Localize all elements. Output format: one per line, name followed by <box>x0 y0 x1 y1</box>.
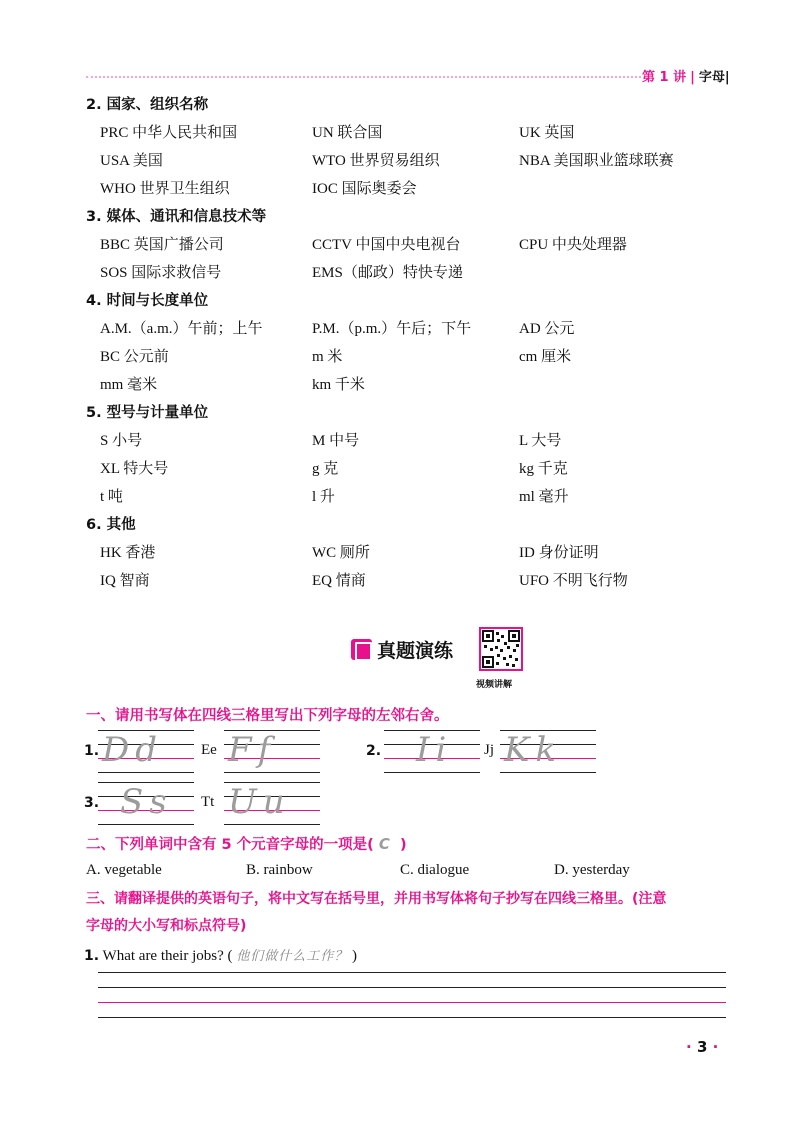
qr-code-pattern <box>481 629 521 669</box>
vocab-item: WTO 世界贸易组织 <box>312 153 440 169</box>
four-line-grid[interactable] <box>98 782 194 824</box>
vocab-item: mm 毫米 <box>100 377 158 393</box>
handwritten-letter: Ff <box>228 730 277 770</box>
vocab-item: WC 厕所 <box>312 545 370 561</box>
section-title: 4. 时间与长度单位 <box>86 293 209 309</box>
question-2-prompt: 二、下列单词中含有 5 个元音字母的一项是( <box>86 837 374 853</box>
section-title: 5. 型号与计量单位 <box>86 405 209 421</box>
vocab-item: m 米 <box>312 349 343 365</box>
four-line-grid[interactable] <box>384 730 480 772</box>
practice-banner <box>351 636 453 663</box>
page-number-value: 3 <box>696 1038 708 1056</box>
vocab-item: WHO 世界卫生组织 <box>100 181 230 197</box>
page-dot-icon: · <box>712 1038 719 1056</box>
vocab-item: ID 身份证明 <box>519 545 599 561</box>
question-2-title <box>86 833 407 854</box>
given-letter: Ee <box>201 742 217 758</box>
banner-title: 真题演练 <box>377 640 454 662</box>
q3-translation-answer[interactable]: 他们做什么工作？ <box>236 949 349 964</box>
q1-item-number: 3. <box>84 795 100 811</box>
four-line-grid[interactable] <box>224 730 320 772</box>
four-line-grid[interactable] <box>98 730 194 772</box>
vocab-item: A.M.（a.m.）午前；上午 <box>100 321 263 337</box>
vocab-item: S 小号 <box>100 433 143 449</box>
handwritten-letter: Dd <box>102 730 164 770</box>
vocab-item: ml 毫升 <box>519 489 569 505</box>
vocab-item: L 大号 <box>519 433 562 449</box>
vocab-item: BC 公元前 <box>100 349 169 365</box>
handwritten-letter: Kk <box>504 730 563 770</box>
book-icon <box>351 639 372 660</box>
handwritten-letter: Uu <box>228 782 291 822</box>
vocab-item: M 中号 <box>312 433 360 449</box>
page-number <box>686 1038 718 1056</box>
q3-open-paren: ( <box>227 948 233 964</box>
section-title: 3. 媒体、通讯和信息技术等 <box>86 209 267 225</box>
question-2-answer[interactable]: C <box>378 835 390 853</box>
vocab-item: PRC 中华人民共和国 <box>100 125 238 141</box>
qr-label: 视频讲解 <box>476 680 513 690</box>
lesson-label: 第 1 讲 <box>642 70 687 85</box>
vocab-item: t 吨 <box>100 489 123 505</box>
topic-label: 字母 <box>698 70 725 85</box>
vocab-item: CCTV 中国中央电视台 <box>312 237 461 253</box>
vocab-item: UN 联合国 <box>312 125 383 141</box>
question-3-title-line2: 字母的大小写和标点符号) <box>86 918 247 934</box>
vocab-item: USA 美国 <box>100 153 163 169</box>
question-3-item <box>84 945 357 965</box>
option-a[interactable]: A. vegetable <box>86 862 162 878</box>
option-b[interactable]: B. rainbow <box>246 862 313 878</box>
writing-line[interactable] <box>98 1017 726 1018</box>
q3-close-paren: ) <box>352 948 358 964</box>
vocab-item: UK 英国 <box>519 125 575 141</box>
q1-item-number: 2. <box>366 743 382 759</box>
option-d[interactable]: D. yesterday <box>554 862 630 878</box>
qr-code[interactable] <box>479 627 523 671</box>
running-header <box>642 66 730 85</box>
vocab-item: km 千米 <box>312 377 365 393</box>
vocab-item: g 克 <box>312 461 339 477</box>
given-letter: Tt <box>201 794 215 810</box>
four-line-grid[interactable] <box>500 730 596 772</box>
vocab-item: EQ 情商 <box>312 573 366 589</box>
q3-item-number: 1. <box>84 948 100 964</box>
vocab-item: EMS（邮政）特快专递 <box>312 265 463 281</box>
vocab-item: HK 香港 <box>100 545 156 561</box>
writing-line[interactable] <box>98 1002 726 1003</box>
writing-line[interactable] <box>98 987 726 988</box>
q3-sentence: What are their jobs? <box>102 948 224 964</box>
vocab-item: IQ 智商 <box>100 573 150 589</box>
vocab-item: CPU 中央处理器 <box>519 237 627 253</box>
vocab-item: UFO 不明飞行物 <box>519 573 628 589</box>
vocab-item: l 升 <box>312 489 335 505</box>
vocab-item: kg 千克 <box>519 461 568 477</box>
four-line-grid[interactable] <box>224 782 320 824</box>
question-3-title-line1: 三、请翻译提供的英语句子，将中文写在括号里，并用书写体将句子抄写在四线三格里。(注意 <box>86 891 667 907</box>
section-title: 6. 其他 <box>86 517 136 533</box>
writing-line[interactable] <box>98 972 726 973</box>
given-letter: Jj <box>484 742 495 758</box>
section-title: 2. 国家、组织名称 <box>86 97 209 113</box>
page-dot-icon: · <box>686 1038 692 1056</box>
question-2-close-paren: ) <box>400 837 407 853</box>
vocab-item: NBA 美国职业篮球联赛 <box>519 153 674 169</box>
vocab-item: AD 公元 <box>519 321 575 337</box>
handwritten-letter: Ii <box>416 730 453 770</box>
q1-item-number: 1. <box>84 743 100 759</box>
vocab-item: BBC 英国广播公司 <box>100 237 224 253</box>
header-separator: | <box>690 70 695 85</box>
vocab-item: P.M.（p.m.）午后；下午 <box>312 321 472 337</box>
header-dotted-rule <box>86 76 641 78</box>
option-c[interactable]: C. dialogue <box>400 862 470 878</box>
question-1-title: 一、请用书写体在四线三格里写出下列字母的左邻右舍。 <box>86 708 449 724</box>
vocab-item: SOS 国际求救信号 <box>100 265 222 281</box>
vocab-item: IOC 国际奥委会 <box>312 181 417 197</box>
header-end-bar: | <box>724 70 730 85</box>
vocab-item: cm 厘米 <box>519 349 572 365</box>
handwritten-letter: Ss <box>120 782 173 822</box>
vocab-item: XL 特大号 <box>100 461 169 477</box>
